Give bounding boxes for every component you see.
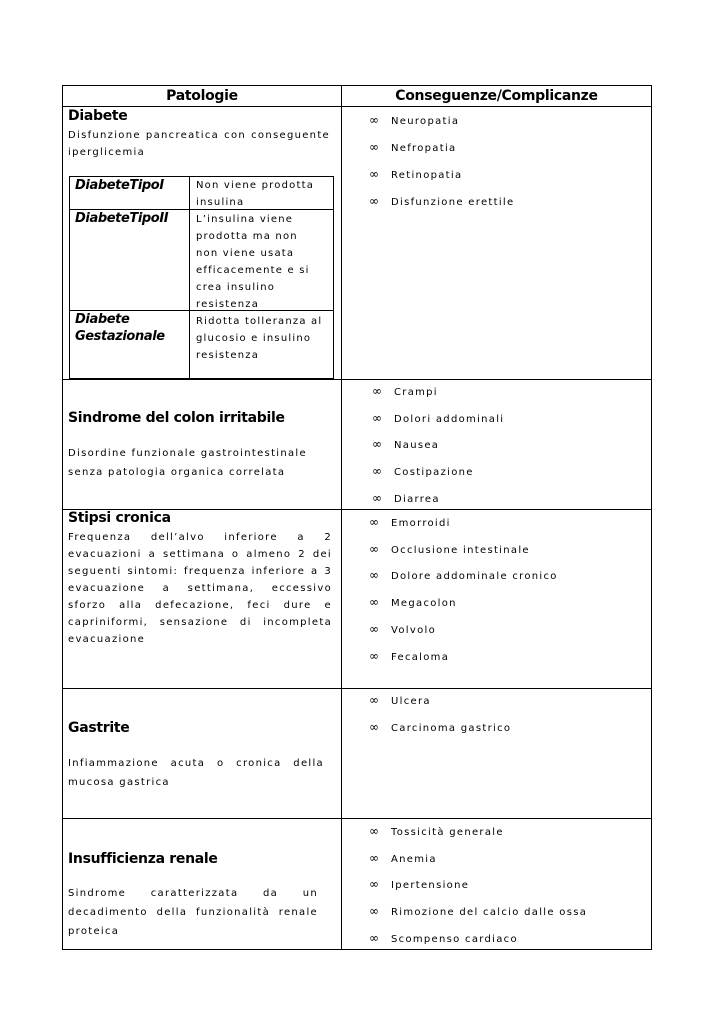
table-border-bottom <box>62 949 652 950</box>
infinity-bullet-icon: ∞ <box>369 824 379 838</box>
infinity-bullet-icon: ∞ <box>369 515 379 529</box>
infinity-bullet-icon: ∞ <box>369 693 379 707</box>
pathology-title-colon: Sindrome del colon irritabile <box>68 410 285 426</box>
complication-item: ∞ Neuropatia <box>369 113 460 127</box>
pathology-title-gastrite: Gastrite <box>68 720 130 736</box>
pathology-desc-stipsi: Frequenza dell’alvo inferiore a 2 evacuazioni a settimana o almeno 2 dei seguenti sintomi: frequenza inferiore a 3 evacuazione a settimana, eccessivo sforzo alla defecazione, feci dure e capriniformi, sensazione di incompleta evacuazione <box>68 532 332 645</box>
infinity-bullet-icon: ∞ <box>369 851 379 865</box>
complication-item: ∞ Ipertensione <box>369 877 470 891</box>
header-patologie: Patologie <box>166 88 238 104</box>
diabetes-type-name: DiabeteTipoII <box>75 211 169 226</box>
infinity-bullet-icon: ∞ <box>369 113 379 127</box>
pathology-desc-diabete: Disfunzione pancreatica con conseguente iperglicemia <box>68 130 330 158</box>
diabetes-type-desc: Ridotta tolleranza al glucosio e insulino resistenza <box>196 316 323 361</box>
complication-item: ∞ Tossicità generale <box>369 824 504 838</box>
infinity-bullet-icon: ∞ <box>369 622 379 636</box>
row-separator <box>62 379 652 380</box>
infinity-bullet-icon: ∞ <box>369 194 379 208</box>
complication-item: ∞ Fecaloma <box>369 649 450 663</box>
complication-item: ∞ Anemia <box>369 851 437 865</box>
infinity-bullet-icon: ∞ <box>372 491 382 505</box>
complication-item: ∞ Diarrea <box>372 491 440 505</box>
diabetes-type-name: DiabeteTipoI <box>75 178 164 193</box>
complication-item: ∞ Emorroidi <box>369 515 451 529</box>
pathology-desc-colon: Disordine funzionale gastrointestinale senza patologia organica correlata <box>68 448 307 478</box>
complication-item: ∞ Nausea <box>372 437 440 451</box>
infinity-bullet-icon: ∞ <box>372 384 382 398</box>
subtable-border-bottom <box>69 378 334 379</box>
complication-item: ∞ Crampi <box>372 384 438 398</box>
diabetes-type-name: Diabete Gestazionale <box>75 312 165 344</box>
complication-item: ∞ Disfunzione erettile <box>369 194 515 208</box>
subtable-column-divider <box>189 176 190 379</box>
infinity-bullet-icon: ∞ <box>372 464 382 478</box>
infinity-bullet-icon: ∞ <box>369 140 379 154</box>
pathology-title-renale: Insufficienza renale <box>68 851 218 867</box>
complication-item: ∞ Volvolo <box>369 622 436 636</box>
diabetes-type-desc: L’insulina viene prodotta ma non non viene usata efficacemente e si crea insulino resistenza <box>196 214 310 310</box>
complication-item: ∞ Megacolon <box>369 595 457 609</box>
complication-item: ∞ Dolore addominale cronico <box>369 568 558 582</box>
infinity-bullet-icon: ∞ <box>369 877 379 891</box>
pathology-desc-renale: Sindrome caratterizzata da un decadimento della funzionalità renale proteica <box>68 888 318 937</box>
pathology-title-stipsi: Stipsi cronica <box>68 510 171 526</box>
complication-item: ∞ Retinopatia <box>369 167 463 181</box>
infinity-bullet-icon: ∞ <box>369 568 379 582</box>
complication-item: ∞ Occlusione intestinale <box>369 542 530 556</box>
pathology-title-diabete: Diabete <box>68 108 128 124</box>
header-separator <box>62 106 652 107</box>
infinity-bullet-icon: ∞ <box>369 595 379 609</box>
table-border-right <box>651 85 652 950</box>
pathology-desc-gastrite: Infiammazione acuta o cronica della mucosa gastrica <box>68 758 324 788</box>
complication-item: ∞ Dolori addominali <box>372 411 505 425</box>
column-divider <box>341 85 342 950</box>
header-conseguenze: Conseguenze/Complicanze <box>395 88 598 104</box>
infinity-bullet-icon: ∞ <box>369 904 379 918</box>
complication-item: ∞ Carcinoma gastrico <box>369 720 512 734</box>
infinity-bullet-icon: ∞ <box>372 437 382 451</box>
infinity-bullet-icon: ∞ <box>369 649 379 663</box>
complication-item: ∞ Nefropatia <box>369 140 457 154</box>
diabetes-type-desc: Non viene prodotta insulina <box>196 180 315 208</box>
complication-item: ∞ Rimozione del calcio dalle ossa <box>369 904 588 918</box>
complication-item: ∞ Costipazione <box>372 464 474 478</box>
infinity-bullet-icon: ∞ <box>369 167 379 181</box>
infinity-bullet-icon: ∞ <box>369 542 379 556</box>
complication-item: ∞ Scompenso cardiaco <box>369 931 518 945</box>
subtable-border-right <box>333 176 334 379</box>
row-separator <box>62 688 652 689</box>
infinity-bullet-icon: ∞ <box>372 411 382 425</box>
row-separator <box>62 818 652 819</box>
table-border-left <box>62 85 63 950</box>
subtable-border-left <box>69 176 70 379</box>
infinity-bullet-icon: ∞ <box>369 720 379 734</box>
infinity-bullet-icon: ∞ <box>369 931 379 945</box>
complication-item: ∞ Ulcera <box>369 693 431 707</box>
